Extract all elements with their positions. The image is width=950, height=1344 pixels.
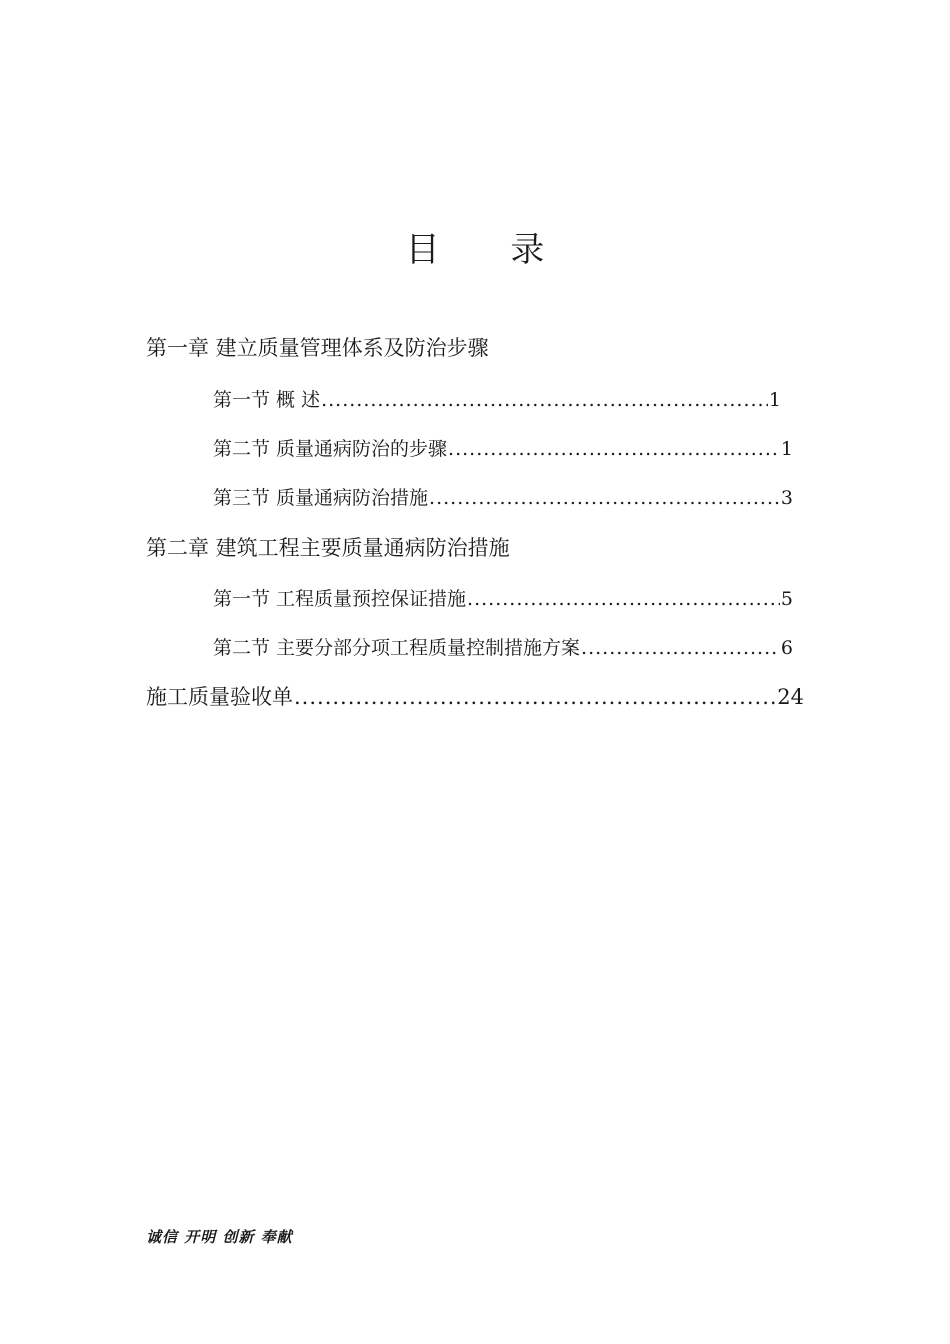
chapter-1-heading: 第一章 建立质量管理体系及防治步骤	[146, 336, 489, 360]
toc-entry-page: 6	[780, 637, 793, 659]
toc-entry-page: 1	[780, 438, 793, 460]
toc-entry-page: 1	[768, 389, 781, 411]
toc-entry-label: 第一节 工程质量预控保证措施	[213, 588, 467, 610]
dot-leader	[467, 585, 780, 613]
toc-entry-ch1-sec3[interactable]	[213, 484, 793, 512]
dot-leader	[321, 386, 768, 414]
toc-title: 目 录	[405, 230, 575, 270]
toc-entry-page: 5	[780, 588, 793, 610]
toc-entry-ch1-sec1[interactable]	[213, 386, 781, 414]
toc-entry-label: 施工质量验收单	[146, 685, 293, 709]
chapter-2-heading: 第二章 建筑工程主要质量通病防治措施	[146, 536, 510, 560]
toc-entry-page: 3	[780, 487, 793, 509]
dot-leader	[448, 435, 780, 463]
toc-entry-label: 第三节 质量通病防治措施	[213, 487, 429, 509]
toc-entry-ch2-sec2[interactable]	[213, 634, 793, 662]
toc-entry-ch1-sec2[interactable]	[213, 435, 793, 463]
footer-motto: 诚信 开明 创新 奉献	[146, 1228, 293, 1246]
toc-entry-label: 第二节 主要分部分项工程质量控制措施方案	[213, 637, 581, 659]
dot-leader	[294, 682, 776, 712]
toc-entry-label: 第二节 质量通病防治的步骤	[213, 438, 448, 460]
toc-entry-ch2-sec1[interactable]	[213, 585, 793, 613]
toc-entry-label: 第一节 概 述	[213, 389, 321, 411]
dot-leader	[429, 484, 780, 512]
toc-entry-acceptance-form[interactable]	[146, 682, 804, 712]
dot-leader	[581, 634, 780, 662]
toc-entry-page: 24	[777, 685, 804, 709]
